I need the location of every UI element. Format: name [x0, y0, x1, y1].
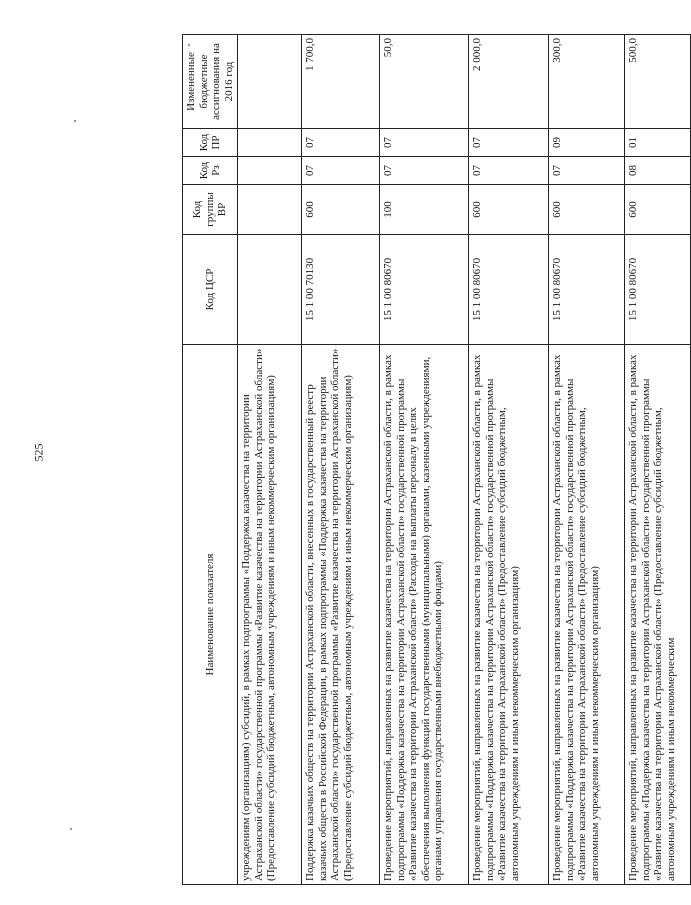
- header-rz: Код Рз: [183, 157, 238, 185]
- row-name: учреждениям (организациям) субсидий, в рамках подпрограммы «Поддержка казачества на территории Астраханской области» государственной программы «Развитие казачества на территории Астраханской области» (Предоставление субсидий бюджетным, автономным учреждениям и иным некоммерческим организациям): [238, 345, 302, 885]
- row-amount: 1 700,0: [302, 35, 380, 129]
- row-rz: 07: [302, 157, 380, 185]
- header-amount: Измененные бюджетные ассигнования на 2016 год: [183, 35, 238, 129]
- row-name: Проведение мероприятий, направленных на развитие казачества на территории Астраханской области, в рамках подпрограммы «Поддержка казачества на территории Астраханской области» государственной программы «Развитие казачества на территории Астраханской области» (Предоставление субсидий бюджетным, автономным учреждениям и иным некоммерческим организациям): [549, 345, 625, 885]
- row-csr: 15 1 00 80670: [549, 235, 625, 345]
- header-vr: Код группы ВР: [183, 185, 238, 235]
- row-amount: 300,0: [549, 35, 625, 129]
- table-row: [549, 35, 625, 885]
- row-vr: 600: [549, 185, 625, 235]
- budget-table: [182, 34, 691, 885]
- table-row: [380, 35, 469, 885]
- row-name: Проведение мероприятий, направленных на развитие казачества на территории Астраханской области, в рамках подпрограммы «Поддержка казачества на территории Астраханской области» государственной программы «Развитие казачества на территории Астраханской области» (Предоставление субсидий бюджетным, автономным учреждениям и иным некоммерческим: [625, 345, 691, 885]
- table-row: [469, 35, 549, 885]
- row-amount: 500,0: [625, 35, 691, 129]
- table-row: [238, 35, 302, 885]
- scan-speck: [74, 120, 76, 122]
- row-rz: [238, 157, 302, 185]
- row-amount: 2 000,0: [469, 35, 549, 129]
- row-rz: 07: [469, 157, 549, 185]
- row-amount: 50,0: [380, 35, 469, 129]
- row-amount: [238, 35, 302, 129]
- table-row: [302, 35, 380, 885]
- row-name: Проведение мероприятий, направленных на развитие казачества на территории Астраханской области, в рамках подпрограммы «Поддержка казачества на территории Астраханской области» государственной программы «Развитие казачества на территории Астраханской области» (Предоставление субсидий бюджетным, автономным учреждениям и иным некоммерческим организациям): [469, 345, 549, 885]
- row-vr: 600: [625, 185, 691, 235]
- row-rz: 07: [549, 157, 625, 185]
- row-vr: 600: [302, 185, 380, 235]
- header-name: Наименование показателя: [183, 345, 238, 885]
- rotated-table-wrapper: [182, 35, 677, 885]
- row-pr: 01: [625, 129, 691, 157]
- row-csr: [238, 235, 302, 345]
- header-csr: Код ЦСР: [183, 235, 238, 345]
- header-pr: Код ПР: [183, 129, 238, 157]
- row-pr: 07: [380, 129, 469, 157]
- table-row: [625, 35, 691, 885]
- row-vr: [238, 185, 302, 235]
- row-csr: 15 1 00 80670: [380, 235, 469, 345]
- row-vr: 100: [380, 185, 469, 235]
- scan-speck: [70, 828, 72, 830]
- row-name: Проведение мероприятий, направленных на развитие казачества на территории Астраханской области, в рамках подпрограммы «Поддержка казачества на территории Астраханской области» государственной программы «Развитие казачества на территории Астраханской области» (Расходы на выплаты персоналу в целях обеспечения выполнения функций государственными (муниципальными) органами, казенными учреждениями, органами управления государственными внебюджетными фондами): [380, 345, 469, 885]
- row-pr: [238, 129, 302, 157]
- row-pr: 07: [469, 129, 549, 157]
- row-rz: 08: [625, 157, 691, 185]
- row-csr: 15 1 00 80670: [625, 235, 691, 345]
- row-csr: 15 1 00 70130: [302, 235, 380, 345]
- row-name: Поддержка казачьих обществ на территории Астраханской области, внесенных в государственный реестр казачьих обществ в Российской Федерации, в рамках подпрограммы «Поддержка казачества на территории Астраханской области» государственной программы «Развитие казачества на территории Астраханской области» (Предоставление субсидий бюджетным, автономным учреждениям и иным некоммерческим организациям): [302, 345, 380, 885]
- row-csr: 15 1 00 80670: [469, 235, 549, 345]
- row-vr: 600: [469, 185, 549, 235]
- row-rz: 07: [380, 157, 469, 185]
- table-header-row: [183, 35, 238, 885]
- page-number-text: 525: [31, 443, 46, 462]
- row-pr: 07: [302, 129, 380, 157]
- row-pr: 09: [549, 129, 625, 157]
